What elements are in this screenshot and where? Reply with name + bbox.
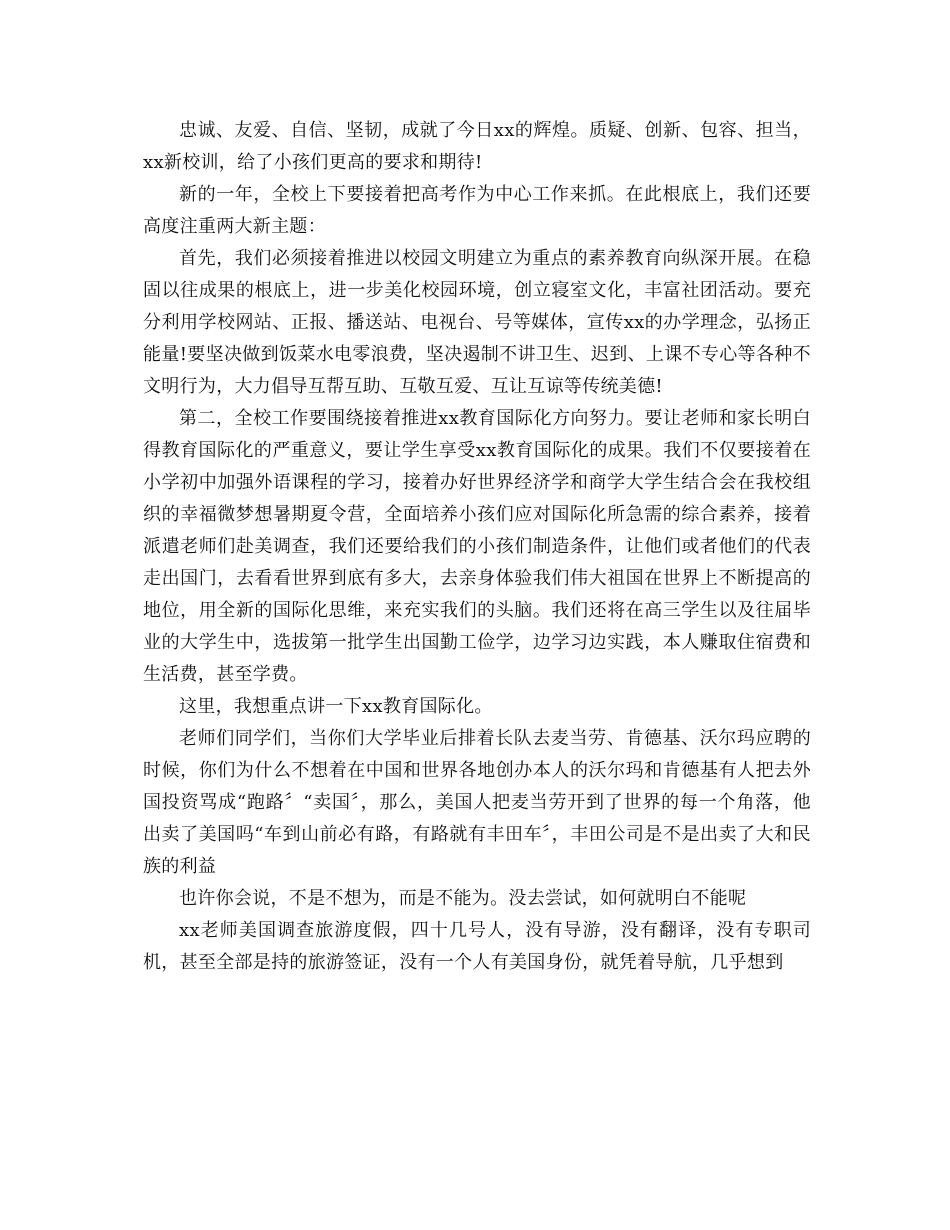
paragraph: 第二，全校工作要围绕接着推进xx教育国际化方向努力。要让老师和家长明白得教育国际化的严重意义，要让学生享受xx教育国际化的成果。我们不仅要接着在小学初中加强外语课程的学习，接着办好世界经济学和商学大学生结合会在我校组织的幸福微梦想暑期夏令营，全面培养小孩们应对国际化所急需的综合素养，接着派遣老师们赴美调查，我们还要给我们的小孩们制造条件，让他们或者他们的代表走出国门，去看看世界到底有多大，去亲身体验我们伟大祖国在世界上不断提高的地位，用全新的国际化思维，来充实我们的头脑。我们还将在高三学生以及往届毕业的大学生中，选拔第一批学生出国勤工俭学，边学习边实践，本人赚取住宿费和生活费，甚至学费。: [143, 408, 811, 685]
paragraph: 这里，我想重点讲一下xx教育国际化。: [179, 696, 493, 717]
paragraph: 忠诚、友爱、自信、坚韧，成就了今日xx的辉煌。质疑、创新、包容、担当，xx新校训，给了小孩们更高的要求和期待!: [143, 120, 811, 173]
paragraph: xx老师美国调查旅游度假，四十几号人，没有导游，没有翻译，没有专职司机，甚至全部是持的旅游签证，没有一个人有美国身份，就凭着导航，几乎想到: [143, 920, 811, 973]
paragraph: 新的一年，全校上下要接着把高考作为中心工作来抓。在此根底上，我们还要高度注重两大新主题：: [143, 184, 811, 237]
paragraph: 首先，我们必须接着推进以校园文明建立为重点的素养教育向纵深开展。在稳固以往成果的根底上，进一步美化校园环境，创立寝室文化，丰富社团活动。要充分利用学校网站、正报、播送站、电视台、号等媒体，宣传xx的办学理念，弘扬正能量!要坚决做到饭菜水电零浪费，坚决遏制不讲卫生、迟到、上课不专心等各种不文明行为，大力倡导互帮互助、互敬互爱、互让互谅等传统美德!: [143, 248, 811, 397]
document-body: [143, 115, 811, 979]
paragraph: 也许你会说，不是不想为，而是不能为。没去尝试，如何就明白不能呢: [179, 888, 747, 909]
paragraph: 老师们同学们，当你们大学毕业后排着长队去麦当劳、肯德基、沃尔玛应聘的时候，你们为什么不想着在中国和世界各地创办本人的沃尔玛和肯德基有人把去外国投资骂成“跑路〞“卖国〞，那么，美国人把麦当劳开到了世界的每一个角落，他出卖了美国吗“车到山前必有路，有路就有丰田车〞，丰田公司是不是出卖了大和民族的利益: [143, 728, 811, 877]
